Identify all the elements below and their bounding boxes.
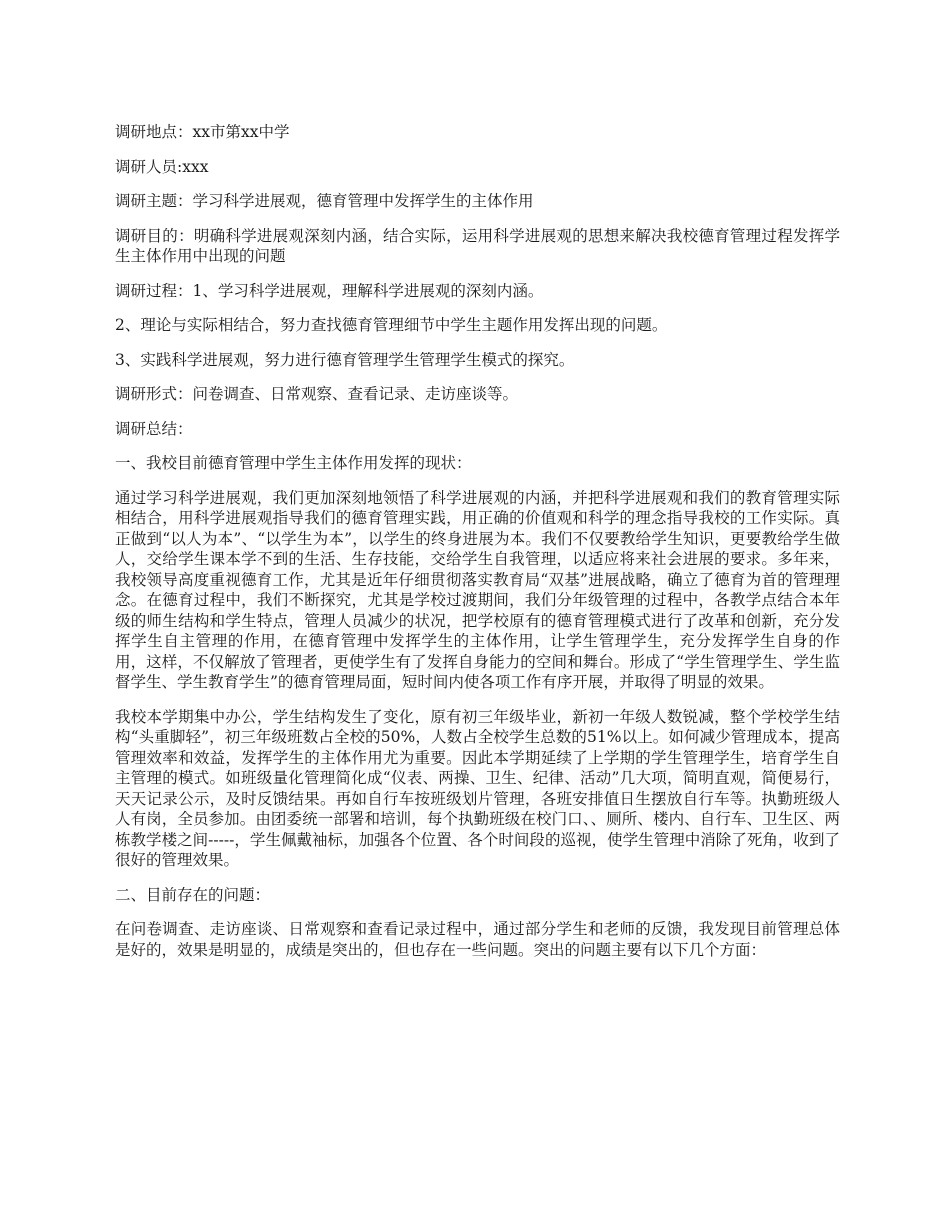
document-body [115, 122, 840, 974]
paragraph-status-body-2: 我校本学期集中办公，学生结构发生了变化，原有初三年级毕业，新初一年级人数锐减，整个学校学生结构“头重脚轻”，初三年级班数占全校的50%，人数占全校学生总数的51%以上。如何减少管理成本，提高管理效率和效益，发挥学生的主体作用尤为重要。因此本学期延续了上学期的学生管理学生，培育学生自主管理的模式。如班级量化管理简化成“仪表、两操、卫生、纪律、活动”几大项，简明直观，简便易行，天天记录公示，及时反馈结果。再如自行车按班级划片管理，各班安排值日生摆放自行车等。执勤班级人人有岗，全员参加。由团委统一部署和培训，每个执勤班级在校门口、、厕所、楼内、自行车、卫生区、两栋教学楼之间-----，学生佩戴袖标，加强各个位置、各个时间段的巡视，使学生管理中消除了死角，收到了很好的管理效果。 [115, 707, 840, 869]
paragraph-form: 调研形式：问卷调查、日常观察、查看记录、走访座谈等。 [115, 385, 519, 403]
paragraph-location: 调研地点：xx市第xx中学 [115, 123, 290, 141]
section-heading-current-status: 一、我校目前德育管理中学生主体作用发挥的现状： [115, 454, 472, 472]
paragraph-process-3: 3、实践科学进展观，努力进行德育管理学生管理学生模式的探究。 [115, 350, 575, 369]
paragraph-status-body-1: 通过学习科学进展观，我们更加深刻地领悟了科学进展观的内涵，并把科学进展观和我们的教育管理实际相结合，用科学进展观指导我们的德育管理实践，用正确的价值观和科学的理念指导我校的工作实际。真正做到“以人为本”、“以学生为本”，以学生的终身进展为本。我们不仅要教给学生知识，更要教给学生做人，交给学生课本学不到的生活、生存技能，交给学生自我管理，以适应将来社会进展的要求。多年来，我校领导高度重视德育工作，尤其是近年仔细贯彻落实教育局“双基”进展战略，确立了德育为首的管理理念。在德育过程中，我们不断探究，尤其是学校过渡期间，我们分年级管理的过程中，各教学点结合本年级的师生结构和学生特点，管理人员减少的状况，把学校原有的德育管理模式进行了改革和创新，充分发挥学生自主管理的作用，在德育管理中发挥学生的主体作用，让学生管理学生，充分发挥学生自身的作用，这样，不仅解放了管理者，更使学生有了发挥自身能力的空间和舞台。形成了“学生管理学生、学生监督学生、学生教育学生”的德育管理局面，短时间内使各项工作有序开展，并取得了明显的效果。 [115, 488, 840, 691]
paragraph-process-1: 调研过程：1、学习科学进展观，理解科学进展观的深刻内涵。 [115, 281, 544, 300]
paragraph-personnel: 调研人员:xxx [115, 157, 209, 176]
paragraph-process-2: 2、理论与实际相结合，努力查找德育管理细节中学生主题作用发挥出现的问题。 [115, 316, 668, 334]
paragraph-purpose: 调研目的：明确科学进展观深刻内涵，结合实际，运用科学进展观的思想来解决我校德育管理过程发挥学生主体作用中出现的问题 [115, 226, 840, 265]
section-heading-problems: 二、目前存在的问题： [115, 885, 271, 904]
paragraph-summary-heading: 调研总结： [115, 419, 193, 438]
paragraph-theme: 调研主题：学习科学进展观，德育管理中发挥学生的主体作用 [115, 192, 534, 210]
paragraph-problems-body: 在问卷调查、走访座谈、日常观察和查看记录过程中，通过部分学生和老师的反馈，我发现目前管理总体是好的，效果是明显的，成绩是突出的，但也存在一些问题。突出的问题主要有以下几个方面： [115, 920, 840, 959]
